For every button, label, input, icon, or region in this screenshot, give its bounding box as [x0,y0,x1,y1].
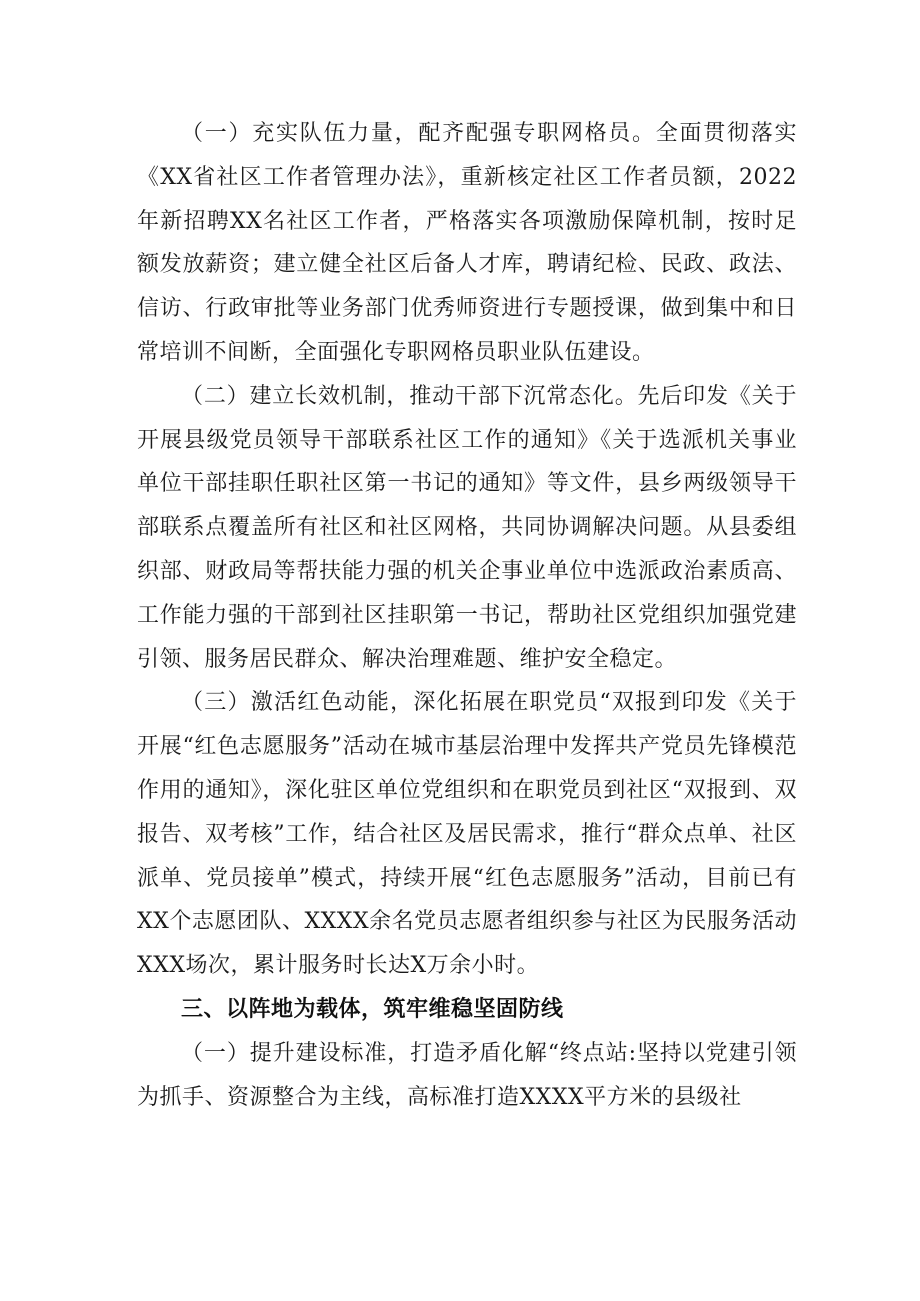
section-heading: 三、以阵地为载体，筑牢维稳坚固防线 [181,996,564,1022]
paragraph-mechanism: （二）建立长效机制，推动干部下沉常态化。先后印发《关于开展县级党员领导干部联系社区工作的通知》《关于选派机关事业单位干部挂职任职社区第一书记的通知》等文件，县乡两级领导干部联系点覆盖所有社区和社区网格，共同协调解决问题。从县委组织部、财政局等帮扶能力强的机关企事业单位中选派政治素质高、工作能力强的干部到社区挂职第一书记，帮助社区党组织加强党建引领、服务居民群众、解决治理难题、维护安全稳定。 [137,383,797,672]
paragraph-construction-standard: （一）提升建设标准，打造矛盾化解“终点站:坚持以党建引领为抓手、资源整合为主线，高标准打造XXXX平方米的县级社 [137,1040,797,1110]
paragraph-staffing: （一）充实队伍力量，配齐配强专职网格员。全面贯彻落实《XX省社区工作者管理办法》，重新核定社区工作者员额，2022年新招聘XX名社区工作者，严格落实各项激励保障机制，按时足额发放薪资；建立健全社区后备人才库，聘请纪检、民政、政法、信访、行政审批等业务部门优秀师资进行专题授课，做到集中和日常培训不间断，全面强化专职网格员职业队伍建设。 [137,121,797,365]
document-body [137,112,797,1119]
paragraph-red-volunteer: （三）激活红色动能，深化拓展在职党员“双报到印发《关于开展“红色志愿服务”活动在城市基层治理中发挥共产党员先锋模范作用的通知》，深化驻区单位党组织和在职党员到社区“双报到、双报告、双考核”工作，结合社区及居民需求，推行“群众点单、社区派单、党员接单”模式，持续开展“红色志愿服务”活动，目前已有XX个志愿团队、XXXX余名党员志愿者组织参与社区为民服务活动XXX场次，累计服务时长达X万余小时。 [137,690,797,979]
